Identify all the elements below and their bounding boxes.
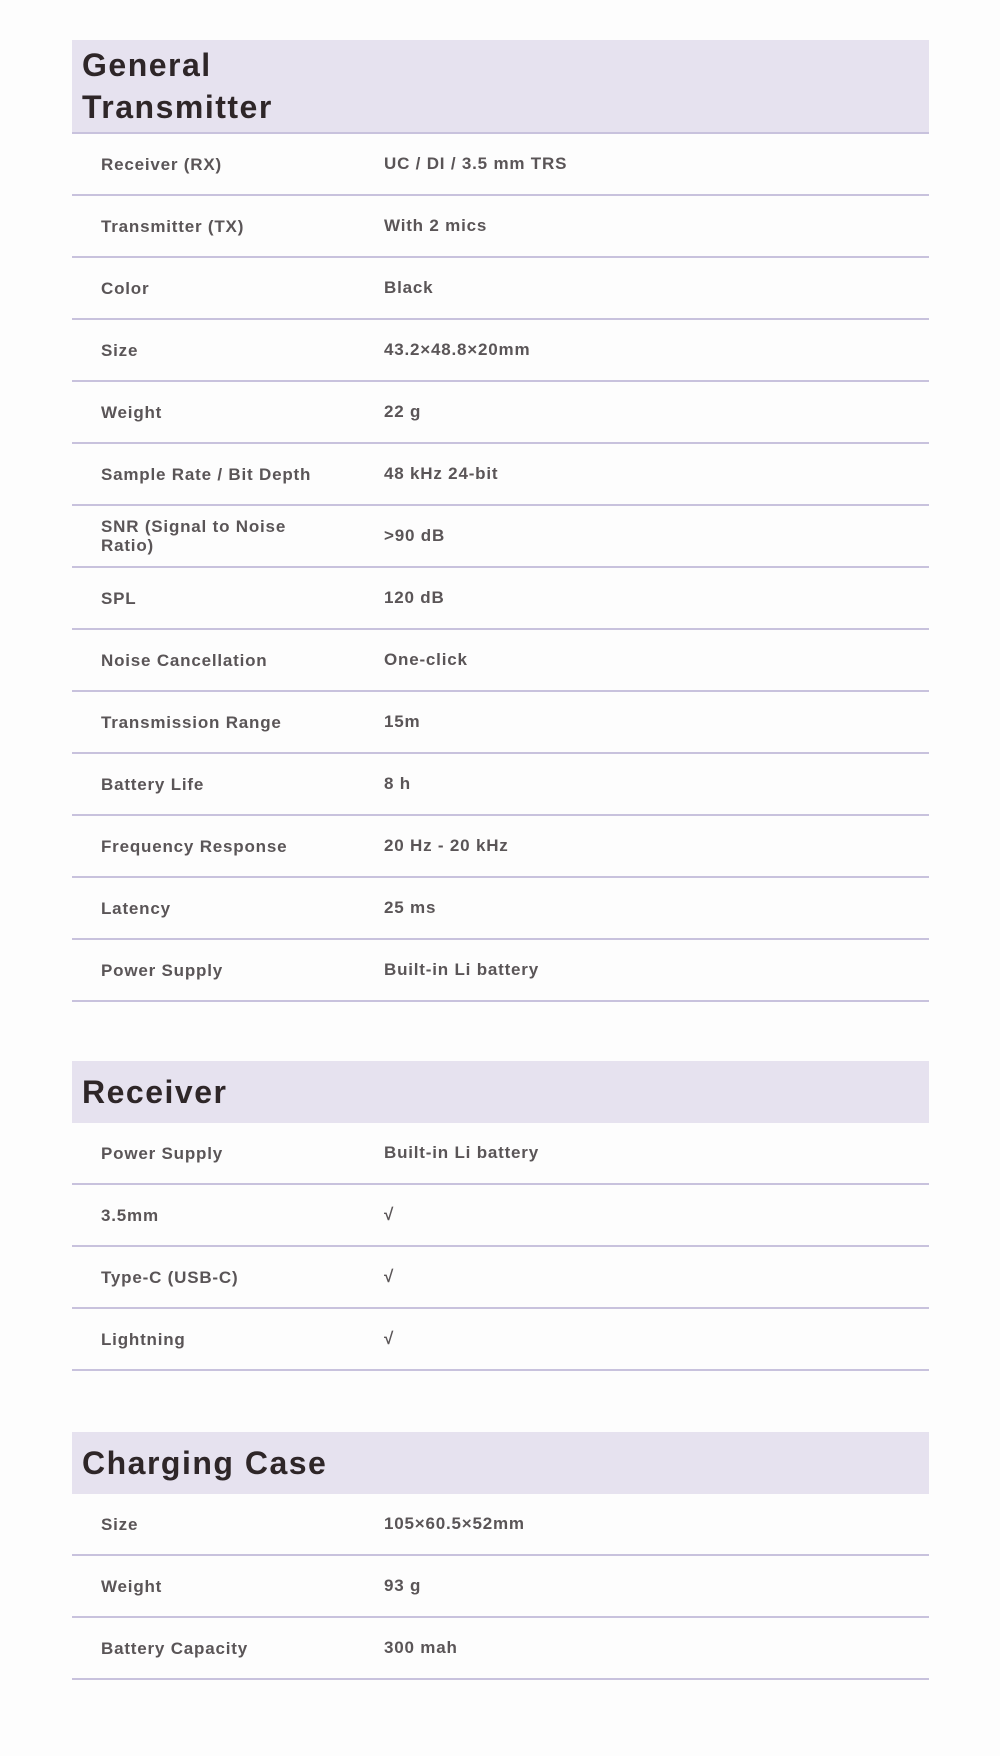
spec-label: SNR (Signal to Noise Ratio) — [101, 517, 287, 555]
spec-row — [72, 1618, 929, 1680]
spec-label: Frequency Response — [101, 836, 288, 856]
spec-label: Power Supply — [101, 1143, 224, 1163]
section-header — [72, 1432, 929, 1494]
spec-label: Power Supply — [101, 960, 224, 980]
spec-label: Weight — [101, 402, 163, 422]
spec-label: Battery Life — [101, 774, 205, 794]
spec-row — [72, 1247, 929, 1309]
spec-value: With 2 mics — [384, 216, 488, 235]
spec-row — [72, 940, 929, 1002]
spec-label: Type-C (USB-C) — [101, 1267, 239, 1287]
spec-label: Noise Cancellation — [101, 650, 268, 670]
spec-row — [72, 1309, 929, 1371]
spec-row — [72, 1185, 929, 1247]
spec-row — [72, 382, 929, 444]
spec-value: √ — [384, 1329, 395, 1348]
section-receiver — [72, 1061, 929, 1371]
spec-value: √ — [384, 1205, 395, 1224]
spec-label: SPL — [101, 588, 137, 608]
spec-value: Built-in Li battery — [384, 1143, 539, 1162]
spec-value: 93 g — [384, 1576, 422, 1595]
spec-row — [72, 1556, 929, 1618]
spec-label: Sample Rate / Bit Depth — [101, 464, 312, 484]
spec-label: Transmitter (TX) — [101, 216, 245, 236]
section-header — [72, 1061, 929, 1123]
spec-label: Latency — [101, 898, 171, 918]
spec-value: 15m — [384, 712, 421, 731]
spec-value: Black — [384, 278, 434, 297]
spec-value: One-click — [384, 650, 468, 669]
spec-value: 22 g — [384, 402, 422, 421]
spec-row — [72, 196, 929, 258]
spec-value: 105×60.5×52mm — [384, 1514, 525, 1533]
section-title: General Transmitter — [82, 47, 273, 125]
spec-row — [72, 878, 929, 940]
section-title: Charging Case — [82, 1445, 328, 1481]
spec-row — [72, 692, 929, 754]
spec-value: 25 ms — [384, 898, 437, 917]
spec-value: Built-in Li battery — [384, 960, 539, 979]
spec-row — [72, 1123, 929, 1185]
section-charging-case — [72, 1432, 929, 1680]
spec-value: 120 dB — [384, 588, 445, 607]
spec-row — [72, 816, 929, 878]
spec-row — [72, 134, 929, 196]
spec-label: Size — [101, 340, 139, 360]
spec-row — [72, 568, 929, 630]
spec-row — [72, 320, 929, 382]
spec-value: >90 dB — [384, 526, 446, 545]
spec-value: √ — [384, 1267, 395, 1286]
spec-label: Receiver (RX) — [101, 154, 222, 174]
spec-value: 300 mah — [384, 1638, 458, 1657]
section-title: Receiver — [82, 1074, 228, 1110]
spec-row — [72, 258, 929, 320]
spec-row — [72, 630, 929, 692]
spec-value: 43.2×48.8×20mm — [384, 340, 531, 359]
spec-row — [72, 444, 929, 506]
spec-label: Color — [101, 278, 150, 298]
spec-value: 20 Hz - 20 kHz — [384, 836, 509, 855]
spec-row — [72, 1494, 929, 1556]
spec-label: Size — [101, 1514, 139, 1534]
spec-label: Weight — [101, 1576, 163, 1596]
spec-label: Lightning — [101, 1329, 186, 1349]
spec-label: Battery Capacity — [101, 1638, 248, 1658]
section-general-transmitter — [72, 40, 929, 1002]
spec-value: 8 h — [384, 774, 411, 793]
spec-value: 48 kHz 24-bit — [384, 464, 499, 483]
spec-value: UC / DI / 3.5 mm TRS — [384, 154, 568, 173]
spec-label: 3.5mm — [101, 1205, 159, 1225]
spec-row — [72, 754, 929, 816]
spec-label: Transmission Range — [101, 712, 282, 732]
section-header — [72, 40, 929, 134]
spec-row — [72, 506, 929, 568]
